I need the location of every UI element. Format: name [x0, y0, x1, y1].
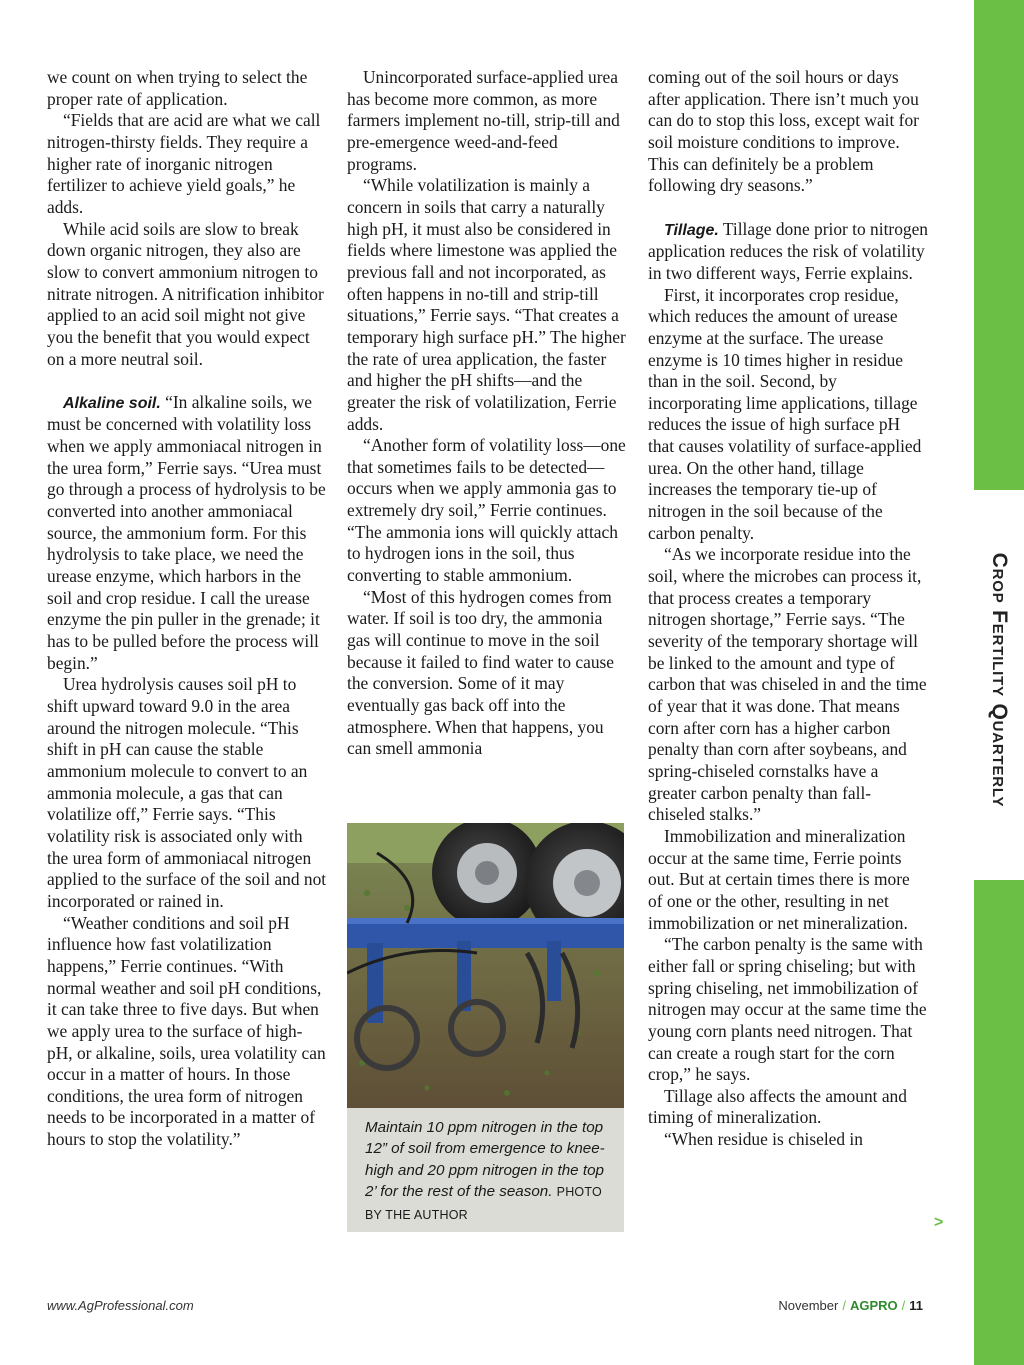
paragraph: “The carbon penalty is the same with either fall or spring chiseling; but with spring chiseling, net immobilization of nitrogen may occur at the same time the young corn plants need nitrogen. That can create a rough start for the corn crop,” he says. [648, 934, 927, 1085]
separator: / [842, 1298, 846, 1313]
paragraph: “When residue is chiseled in [664, 1129, 863, 1150]
paragraph: “As we incorporate residue into the soil, where the microbes can process it, that process creates a temporary nitrogen shortage,” Ferrie says. “The severity of the temporary shortage will be linked to the amount and type of carbon that was chiseled in and the time of year that it was done. That means corn after corn has a higher carbon penalty than corn after soybeans, and spring-chiseled cornstalks have a greater carbon penalty than fall-chiseled stalks.” [648, 544, 927, 825]
paragraph-alkaline [47, 392, 327, 675]
article-column-1 [47, 67, 327, 1151]
paragraph: Immobilization and mineralization occur at the same time, Ferrie points out. But at certain times there is more of one or the other, resulting in net immobilization or net mineralization. [648, 825, 910, 933]
field-equipment-photo [347, 823, 624, 1108]
paragraph: “Fields that are acid are what we call nitrogen-thirsty fields. They require a higher rate of inorganic nitrogen fertilizer to achieve yield goals,” he adds. [47, 110, 321, 217]
paragraph: “Another form of volatility loss—one that sometimes fails to be detected—occurs when we apply ammonia gas to extremely dry soil,” Ferrie continues. “The ammonia ions will quickly attach to hydrogen ions in the soil, thus converting to stable ammonium. [347, 435, 626, 586]
subhead-tillage: Tillage. [664, 221, 719, 239]
section-title-text: Crop Fertility Quarterly [988, 552, 1011, 808]
photo-caption [347, 1108, 624, 1232]
continue-arrow-icon: > [934, 1214, 944, 1231]
separator: / [901, 1298, 906, 1313]
paragraph: “While volatilization is mainly a concern in soils that carry a naturally high pH, it must also be considered in fields where limestone was applied the previous fall and not incorporated, as often happens in no-till and strip-till situations,” Ferrie says. “That creates a temporary high surface pH.” The higher the rate of urea application, the faster and higher the pH shifts—and the greater the risk of volatilization, Ferrie adds. [347, 175, 626, 434]
footer-website: www.AgProfessional.com [47, 1298, 194, 1313]
paragraph: coming out of the soil hours or days after application. There isn’t much you can do to stop this loss, except wait for soil moisture conditions to improve. This can definitely be a problem following dry seasons.” [648, 67, 919, 196]
paragraph-tillage [648, 219, 928, 285]
article-column-2 [347, 67, 627, 760]
paragraph: we count on when trying to select the proper rate of application. [47, 67, 308, 109]
paragraph: Tillage also affects the amount and timing of mineralization. [648, 1085, 907, 1128]
footer-brand: AGPRO [849, 1298, 898, 1313]
paragraph-text: “In alkaline soils, we must be concerned with volatility loss when we apply ammoniacal nitrogen in the urea form,” Ferrie says. “Urea must go through a process of hydrolysis to be converted into another ammoniacal source, the ammonium form. For this hydrolysis to take place, we need the urease enzyme, which harbors in the soil and crop residue. I call the urease enzyme the pin puller in the grenade; it has to be pulled before the process will begin.” [47, 391, 326, 673]
article-column-3 [648, 67, 928, 1151]
subhead-alkaline-soil: Alkaline soil. [63, 394, 161, 412]
strip-till-rig-illustration [347, 823, 624, 1108]
footer-month: November [778, 1298, 839, 1313]
footer-folio [778, 1298, 923, 1313]
paragraph-text: Tillage done prior to nitrogen application reduces the risk of volatility in two different ways, Ferrie explains. [648, 218, 928, 283]
paragraph: While acid soils are slow to break down organic nitrogen, they also are slow to convert ammonium nitrogen to nitrate nitrogen. A nitrification inhibitor applied to an acid soil might not give you the benefit that you would expect on a more neutral soil. [47, 218, 324, 369]
page-number: 11 [909, 1298, 923, 1313]
paragraph: “Most of this hydrogen comes from water. If soil is too dry, the ammonia gas will continue to move in the soil because it failed to find water to cause the conversion. Some of it may eventually gas back off into the atmosphere. When that happens, you can smell ammonia [347, 586, 615, 759]
paragraph: Unincorporated surface-applied urea has become more common, as more farmers implement no-till, strip-till and pre-emergence weed-and-feed programs. [347, 67, 620, 174]
paragraph: “Weather conditions and soil pH influence how fast volatilization happens,” Ferrie continues. “With normal weather and soil pH conditions, it can take three to five days. But when we apply urea to the surface of high-pH, or alkaline, soils, urea volatility can occur in a matter of hours. In those conditions, the urea form of nitrogen needs to be incorporated in a matter of hours to stop the volatility.” [47, 912, 326, 1150]
paragraph: Urea hydrolysis causes soil pH to shift upward toward 9.0 in the area around the nitrogen molecule. “This shift in pH can cause the stable ammonium molecule to convert to an ammonia molecule, a gas that can volatilize off,” Ferrie says. “This volatility risk is associated only with the urea form of ammoniacal nitrogen applied to the surface of the soil and not incorporated or rained in. [47, 674, 327, 911]
photo-credit: PHOTO BY THE AUTHOR [365, 1185, 602, 1222]
paragraph: First, it incorporates crop residue, which reduces the amount of urease enzyme at the surface. The urease enzyme is 10 times higher in residue than in the soil. Second, by incorporating lime applications, tillage reduces the issue of high surface pH that causes volatility of surface-applied urea. On the other hand, tillage increases the temporary tie-up of nitrogen in the soil because of the carbon penalty. [648, 284, 922, 543]
caption-text: Maintain 10 ppm nitrogen in the top 12” of soil from emergence to knee-high and 20 ppm nitrogen in the top 2’ for the rest of the season. [365, 1119, 605, 1201]
